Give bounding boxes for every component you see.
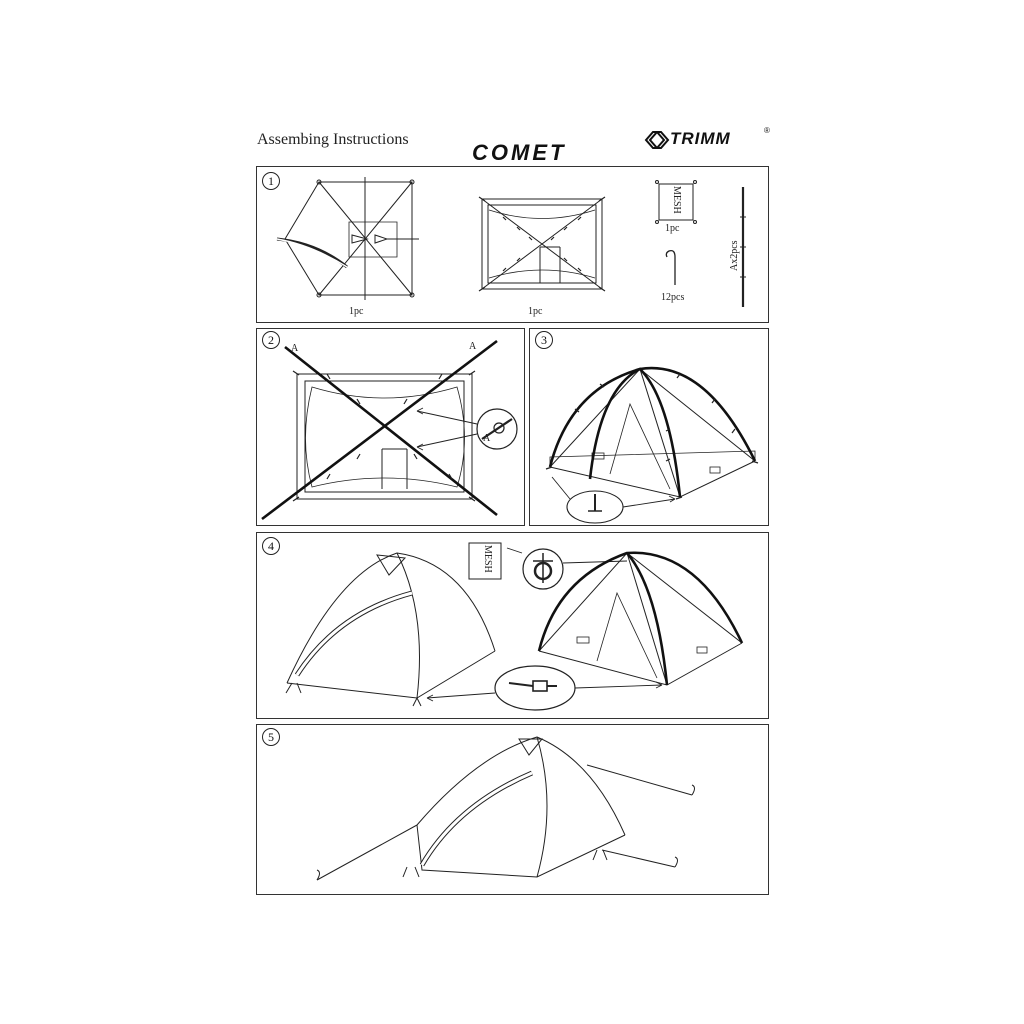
panel-step-1 [256, 166, 769, 323]
poles-drawing [740, 187, 746, 307]
mesh-part [469, 543, 522, 579]
brand-name: TRIMM [670, 129, 731, 148]
detail-label: A [483, 433, 491, 444]
registered-mark: ® [764, 126, 770, 135]
dome-poles [550, 368, 755, 497]
flysheet-drawing [277, 177, 419, 300]
step-number-5: 5 [262, 728, 280, 746]
pole-label-left: A [291, 343, 299, 354]
step-4-illustration [257, 533, 770, 720]
corner-detail-magnifier [552, 477, 675, 523]
model-name: COMET [472, 140, 567, 165]
inner-tent-drawing [479, 197, 605, 291]
step-number-4: 4 [262, 537, 280, 555]
panel-step-3 [529, 328, 769, 526]
brand-logo [640, 128, 772, 152]
inner-tent-quantity: 1pc [528, 306, 543, 317]
panel-step-5 [256, 724, 769, 895]
step-5-illustration [257, 725, 770, 896]
flysheet-on-tent [286, 553, 495, 706]
clip-detail-magnifier [417, 408, 517, 450]
panel-step-4 [256, 532, 769, 719]
step-2-illustration [257, 329, 526, 527]
step-number-3: 3 [535, 331, 553, 349]
step-number-1: 1 [262, 172, 280, 190]
parts-illustration [257, 167, 770, 324]
mesh-label: MESH [482, 545, 493, 573]
flysheet-quantity: 1pc [349, 306, 364, 317]
peg-drawing [666, 251, 675, 285]
mesh-label: MESH [671, 186, 682, 214]
pegs-quantity: 12pcs [661, 292, 685, 303]
panel-step-2 [256, 328, 525, 526]
step-3-illustration [530, 329, 770, 527]
bottom-buckle-magnifier [427, 666, 662, 710]
brand-logo-icon [640, 128, 670, 152]
mesh-quantity: 1pc [665, 223, 680, 234]
pitched-tent [317, 737, 695, 880]
pole-label-right: A [469, 341, 477, 352]
step-number-2: 2 [262, 331, 280, 349]
poles-quantity: Ax2pcs [729, 240, 740, 271]
document-title: Assembing Instructions [257, 131, 409, 148]
